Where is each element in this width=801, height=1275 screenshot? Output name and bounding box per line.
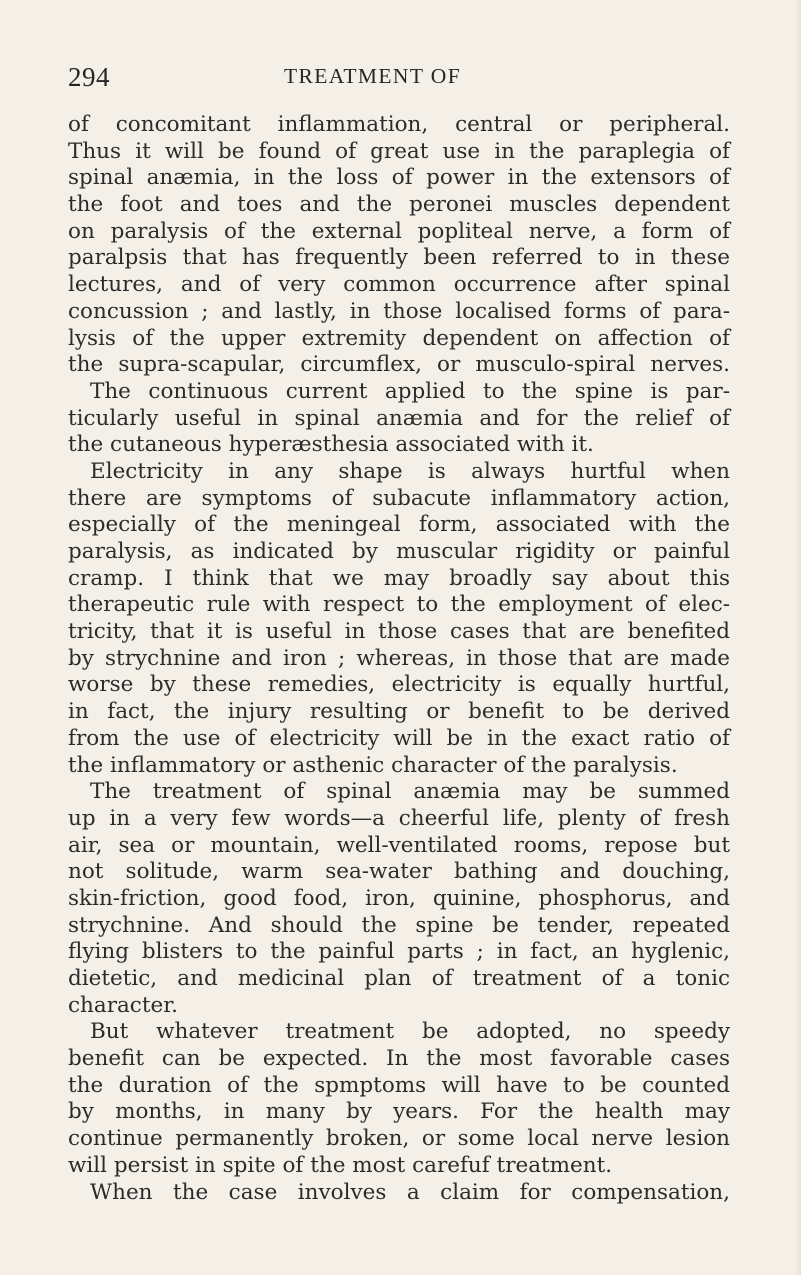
text-line: lysis of the upper extremity dependent on affection of [68,325,730,351]
paragraph-start-line: When the case involves a claim for compensation, [90,1179,730,1205]
page-header [68,62,728,96]
paragraph-end-line: will persist in spite of the most carefuf treatment. [68,1152,613,1178]
text-line: on paralysis of the external popliteal nerve, a form of [68,218,730,244]
running-head: TREATMENT OF [284,64,462,88]
text-line: from the use of electricity will be in the exact ratio of [68,725,730,751]
text-line: strychnine. And should the spine be tender, repeated [68,912,730,938]
page-edge-shadow [795,0,801,1275]
text-line: lectures, and of very common occurrence after spinal [68,272,730,298]
text-line: air, sea or mountain, well-ventilated rooms, repose but [68,832,730,858]
text-line: flying blisters to the painful parts ; in fact, an hyglenic, [68,939,730,965]
text-line: worse by these remedies, electricity is equally hurtful, [68,672,730,698]
text-line: paralysis, as indicated by muscular rigidity or painful [68,539,730,564]
text-line: there are symptoms of subacute inflammatory action, [68,485,730,511]
body-text [68,112,730,1206]
text-line: paralpsis that has frequently been referred to in these [68,245,730,271]
paragraph-start-line: The treatment of spinal anæmia may be summed [90,779,730,805]
text-line: dietetic, and medicinal plan of treatment of a tonic [68,966,730,991]
text-line: the supra-scapular, circumflex, or musculo-spiral nerves. [68,352,730,378]
paragraph-end-line: the cutaneous hyperæsthesia associated with it. [68,432,594,458]
text-line: benefit can be expected. In the most favorable cases [68,1046,730,1072]
paragraph-end-line: the inflammatory or asthenic character of the paralysis. [68,752,678,778]
paragraph-end-line: character. [68,992,178,1018]
text-line: cramp. I think that we may broadly say about this [68,565,730,591]
text-line: the duration of the spmptoms will have to be counted [68,1072,730,1098]
text-line: up in a very few words—a cheerful life, plenty of fresh [68,805,730,831]
text-line: in fact, the injury resulting or benefit to be derived [68,699,730,725]
text-line: therapeutic rule with respect to the employment of elec- [68,592,730,618]
text-line: especially of the meningeal form, associated with the [68,512,730,538]
page-number: 294 [68,62,110,92]
paragraph-start-line: Electricity in any shape is always hurtful when [90,458,730,484]
text-line: skin-friction, good food, iron, quinine, phosphorus, and [68,885,730,911]
text-line: of concomitant inflammation, central or peripheral. [68,112,730,137]
text-line: by months, in many by years. For the health may [68,1099,730,1125]
paragraph-start-line: The continuous current applied to the spine is par- [90,378,730,404]
paragraph-start-line: But whatever treatment be adopted, no speedy [90,1019,730,1045]
text-line: continue permanently broken, or some local nerve lesion [68,1126,730,1152]
text-line: tricity, that it is useful in those cases that are benefited [68,619,730,645]
text-line: the foot and toes and the peronei muscles dependent [68,192,730,218]
text-line: Thus it will be found of great use in the paraplegia of [68,138,730,164]
text-line: concussion ; and lastly, in those localised forms of para- [68,298,730,324]
text-line: spinal anæmia, in the loss of power in the extensors of [68,165,730,191]
text-line: ticularly useful in spinal anæmia and for the relief of [68,405,730,431]
text-line: by strychnine and iron ; whereas, in those that are made [68,645,730,671]
text-line: not solitude, warm sea-water bathing and douching, [68,859,730,885]
